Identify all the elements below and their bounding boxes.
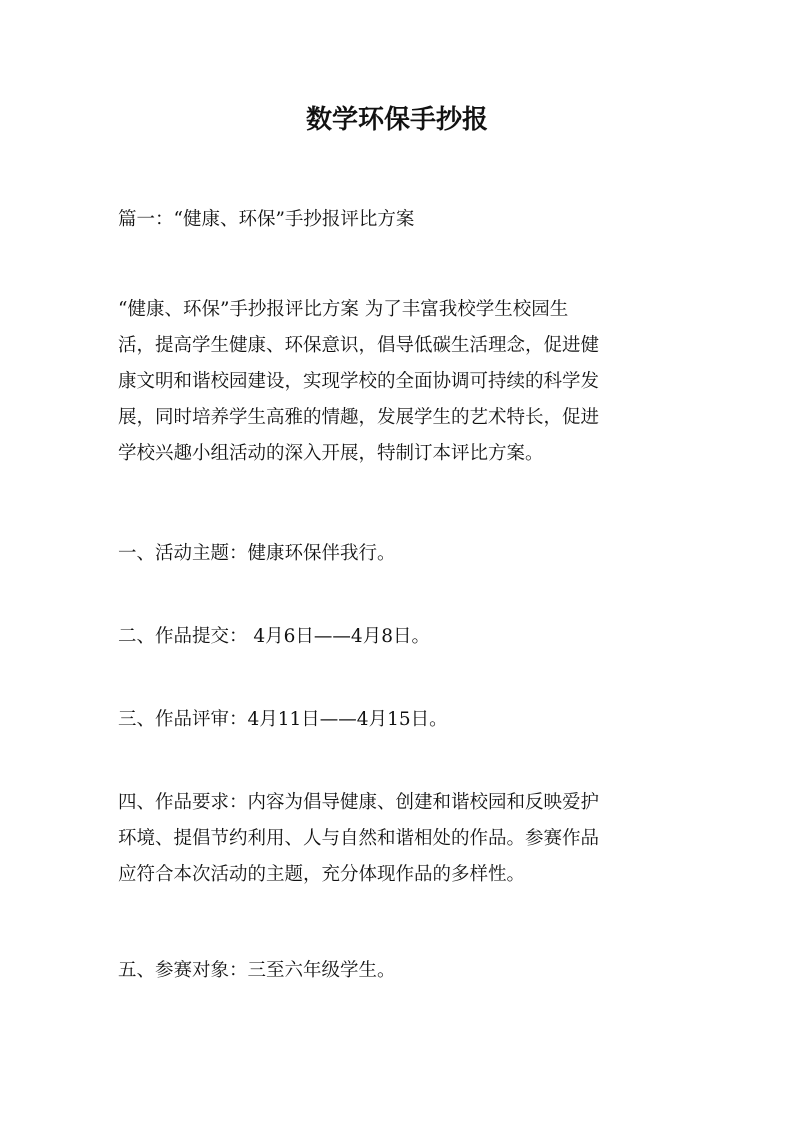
item-theme-text: 一、活动主题：健康环保伴我行。 (118, 543, 396, 564)
intro-paragraph (118, 292, 680, 472)
intro-line: “健康、环保”手抄报评比方案 为了丰富我校学生校园生 (118, 299, 569, 320)
item-theme (118, 536, 680, 572)
item-requirements-line: 四、作品要求：内容为倡导健康、创建和谐校园和反映爱护 (118, 792, 600, 813)
section-heading-text: 篇一：“健康、环保”手抄报评比方案 (118, 209, 415, 230)
item-requirements-line: 应符合本次活动的主题，充分体现作品的多样性。 (118, 864, 526, 885)
item-submission (118, 619, 680, 655)
item-participants (118, 953, 680, 989)
intro-line: 展，同时培养学生高雅的情趣，发展学生的艺术特长，促进 (118, 407, 600, 428)
intro-line: 康文明和谐校园建设，实现学校的全面协调可持续的科学发 (118, 371, 600, 392)
intro-line: 学校兴趣小组活动的深入开展，特制订本评比方案。 (118, 443, 544, 464)
item-review-text: 三、作品评审：4月11日——4月15日。 (118, 709, 448, 730)
section-heading (118, 202, 680, 238)
item-submission-text: 二、作品提交： 4月6日——4月8日。 (118, 626, 430, 647)
item-requirements-line: 环境、提倡节约利用、人与自然和谐相处的作品。参赛作品 (118, 828, 600, 849)
item-participants-text: 五、参赛对象：三至六年级学生。 (118, 960, 396, 981)
intro-line: 活，提高学生健康、环保意识，倡导低碳生活理念，促进健 (118, 335, 600, 356)
page-title: 数学环保手抄报 (305, 105, 488, 135)
item-review (118, 702, 680, 738)
item-requirements (118, 785, 680, 893)
